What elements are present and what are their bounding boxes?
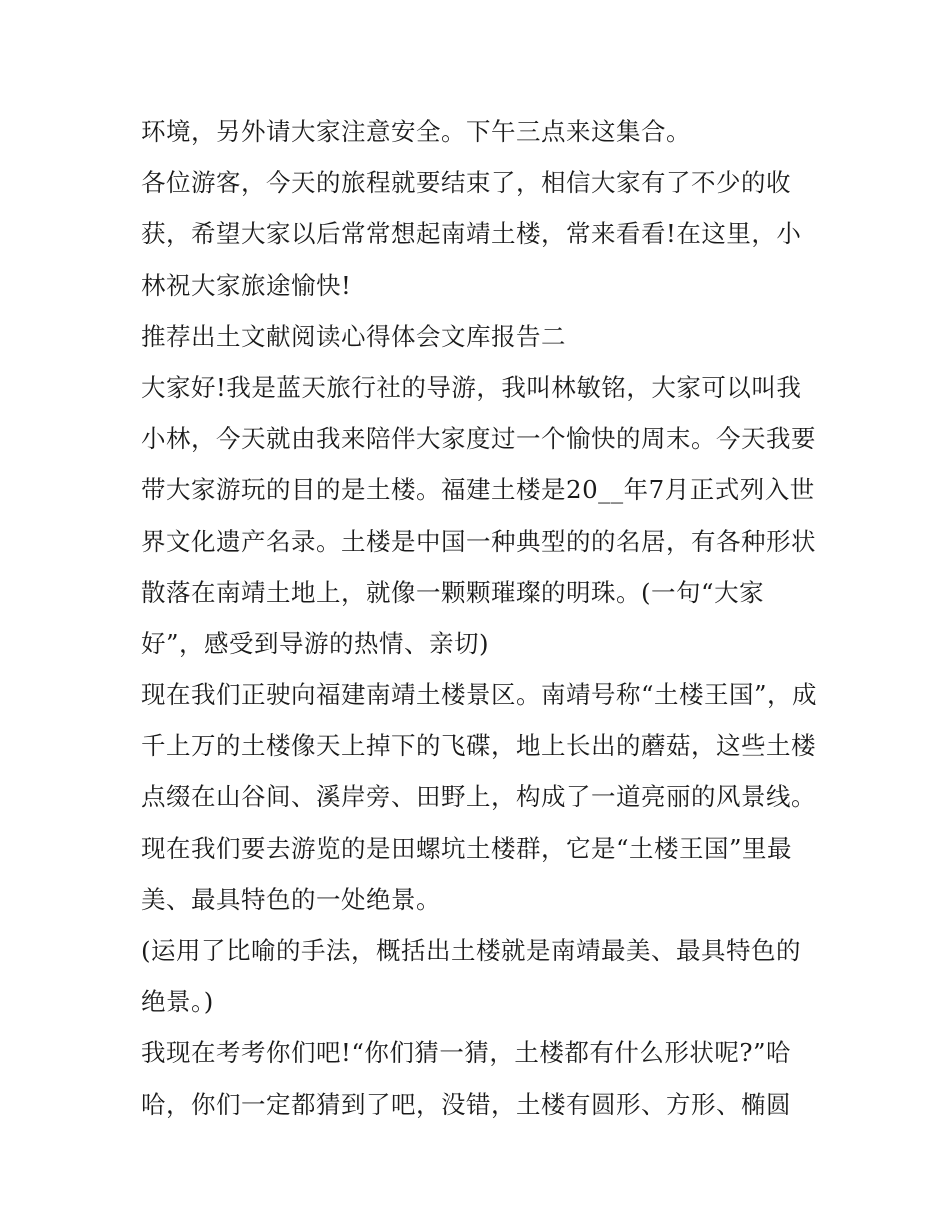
section-heading: 推荐出土文献阅读心得体会文库报告二: [141, 321, 566, 351]
text-line: 散落在南靖土地上，就像一颗颗璀璨的明珠。(一句“大家: [141, 577, 765, 607]
text-line: 各位游客，今天的旅程就要结束了，相信大家有了不少的收: [141, 168, 791, 198]
text-line: 小林，今天就由我来陪伴大家度过一个愉快的周末。今天我要: [141, 424, 816, 454]
text-line: 千上万的土楼像天上掉下的飞碟，地上长出的蘑菇，这些土楼: [141, 731, 816, 761]
document-body: [141, 106, 821, 1130]
text-line: 美、最具特色的一处绝景。: [141, 884, 441, 914]
text-line: 获，希望大家以后常常想起南靖土楼，常来看看!在这里，小: [141, 219, 802, 249]
text-line: 大家好!我是蓝天旅行社的导游，我叫林敏铭，大家可以叫我: [141, 372, 802, 402]
text-line: 我现在考考你们吧!“你们猜一猜，土楼都有什么形状呢?”哈: [141, 1038, 792, 1068]
text-line: (运用了比喻的手法，概括出土楼就是南靖最美、最具特色的: [141, 936, 802, 965]
text-line: 绝景。): [141, 987, 214, 1017]
text-line: 现在我们要去游览的是田螺坑土楼群，它是“土楼王国”里最: [141, 833, 793, 863]
text-line: 环境，另外请大家注意安全。下午三点来这集合。: [141, 117, 691, 146]
text-line: 哈，你们一定都猜到了吧，没错，土楼有圆形、方形、椭圆: [141, 1089, 791, 1119]
text-line: 林祝大家旅途愉快!: [141, 270, 352, 300]
text-line: 带大家游玩的目的是土楼。福建土楼是20__年7月正式列入世: [141, 475, 815, 505]
text-line: 点缀在山谷间、溪岸旁、田野上，构成了一道亮丽的风景线。: [141, 782, 816, 812]
text-line: 现在我们正驶向福建南靖土楼景区。南靖号称“土楼王国”，成: [141, 680, 818, 710]
text-line: 界文化遗产名录。土楼是中国一种典型的的名居，有各种形状: [141, 526, 816, 556]
text-line: 好”，感受到导游的热情、亲切): [141, 628, 490, 658]
